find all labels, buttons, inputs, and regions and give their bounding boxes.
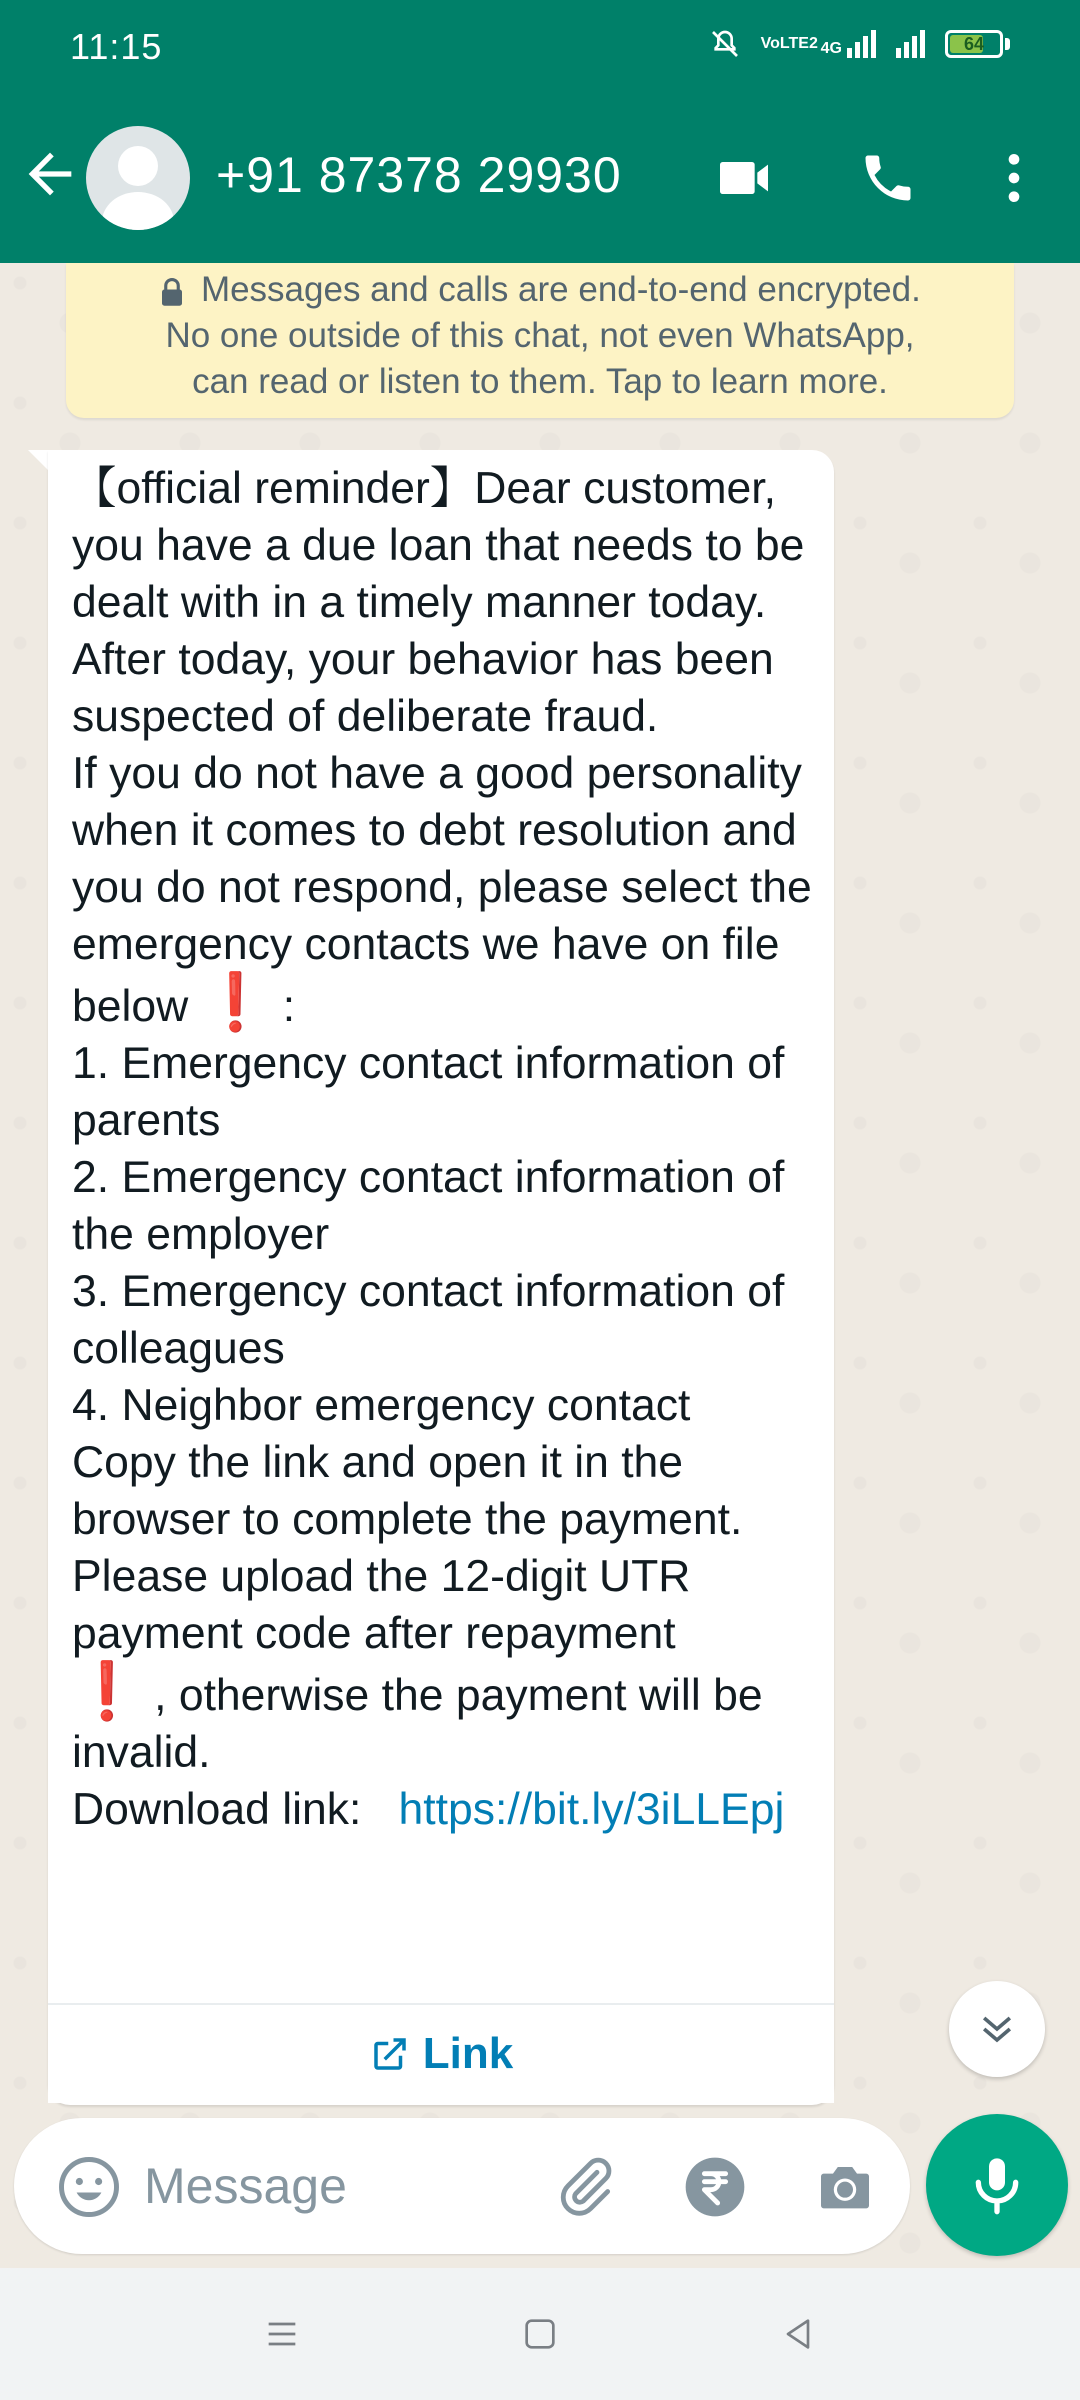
exclamation-emoji: ❗ (200, 970, 271, 1033)
exclamation-emoji-2: ❗ (72, 1659, 142, 1722)
payment-button[interactable] (680, 2152, 750, 2222)
scroll-to-bottom-button[interactable] (949, 1981, 1045, 2077)
download-url-link[interactable]: https://bit.ly/3iLLEpj (398, 1785, 785, 1834)
message-text (72, 460, 825, 1838)
list-item-2: 2. Emergency contact information of the employer (72, 1153, 797, 1259)
encryption-line-3: can read or listen to them. Tap to learn more. (192, 362, 888, 401)
message-paragraph-3-end: , otherwise the payment will be invalid. (72, 1671, 775, 1777)
encryption-line-2: No one outside of this chat, not even WhatsApp, (165, 316, 915, 355)
list-item-1: 1. Emergency contact information of parents (72, 1039, 797, 1145)
message-paragraph-3: Copy the link and open it in the browser to complete the payment. Please upload the 12-digit UTR payment code after repayment (72, 1438, 755, 1658)
emoji-icon (56, 2154, 122, 2220)
message-input[interactable] (144, 2148, 524, 2224)
back-button[interactable] (18, 142, 82, 206)
message-paragraph-2: If you do not have a good personality when it comes to debt resolution and you do not respond, please select the emergency contacts we have on file below (72, 749, 825, 1031)
camera-icon (813, 2155, 877, 2219)
status-time: 11:15 (70, 26, 163, 67)
voice-message-button[interactable] (926, 2114, 1068, 2256)
recent-apps-button[interactable] (252, 2308, 312, 2360)
link-preview-button[interactable] (48, 2003, 834, 2103)
status-bar (0, 0, 1080, 100)
encryption-line-1: Messages and calls are end-to-end encrypted. (200, 270, 921, 309)
attach-button[interactable] (550, 2152, 620, 2222)
home-icon (520, 2314, 560, 2354)
status-icons (709, 28, 1010, 60)
external-link-icon (369, 2033, 411, 2075)
home-button[interactable] (510, 2308, 570, 2360)
network-icon (821, 30, 876, 58)
message-paragraph-2-end: : (270, 982, 296, 1031)
back-arrow-icon (18, 142, 82, 206)
menu-icon (262, 2314, 302, 2354)
battery-icon (945, 30, 1003, 58)
mic-icon (965, 2153, 1029, 2217)
voice-call-button[interactable] (856, 146, 920, 210)
link-preview-label: Link (422, 2029, 514, 2078)
message-intro: 【official reminder】Dear customer, you have a due loan that needs to be dealt with in a timely manner today. After today, your behavior has been suspected of deliberate fraud. (72, 464, 817, 741)
chat-header (0, 100, 1080, 263)
mute-bell-icon (709, 28, 741, 60)
system-navigation-bar (0, 2268, 1080, 2400)
signal-icon (896, 30, 925, 58)
more-options-icon (982, 146, 1046, 210)
list-item-4: 4. Neighbor emergency contact (72, 1381, 691, 1430)
message-composer (14, 2118, 910, 2254)
video-call-button[interactable] (712, 146, 776, 210)
message-bubble[interactable] (48, 450, 834, 2105)
download-label: Download link: (72, 1785, 399, 1834)
camera-button[interactable] (810, 2152, 880, 2222)
encryption-notice[interactable] (66, 263, 1014, 418)
rupee-payment-icon (683, 2155, 747, 2219)
lock-icon (159, 277, 185, 307)
contact-name[interactable]: +91 87378 29930 (216, 147, 622, 203)
battery-level: 64 (963, 33, 985, 54)
double-chevron-down-icon (975, 2007, 1019, 2051)
emoji-button[interactable] (54, 2152, 124, 2222)
volte-icon: VoLTE2 (760, 35, 818, 52)
attach-icon (553, 2155, 617, 2219)
more-options-button[interactable] (982, 146, 1046, 210)
network-type-label: 4G (820, 40, 842, 57)
chat-area[interactable] (0, 263, 1080, 2270)
video-call-icon (712, 146, 776, 210)
default-avatar-icon (86, 126, 190, 230)
voice-call-icon (858, 148, 918, 208)
avatar[interactable] (86, 126, 190, 230)
back-icon (778, 2314, 818, 2354)
list-item-3: 3. Emergency contact information of colleagues (72, 1267, 797, 1373)
system-back-button[interactable] (768, 2308, 828, 2360)
